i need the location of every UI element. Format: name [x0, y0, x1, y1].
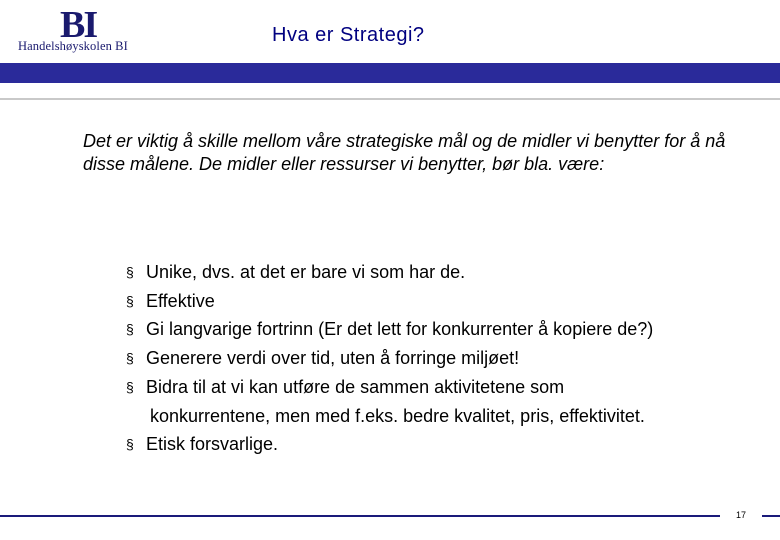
- bullet-item: [126, 315, 766, 344]
- intro-paragraph: Det er viktig å skille mellom våre strategiske mål og de midler vi benytter for å nå disse målene. De midler eller ressurser vi benytter, bør bla. være:: [83, 131, 726, 174]
- logo-wordmark: Handelshøyskolen BI: [18, 39, 128, 53]
- bullet-item: [126, 258, 766, 287]
- bullet-text: Unike, dvs. at det er bare vi som har de.: [146, 262, 466, 282]
- bullet-text: Gi langvarige fortrinn (Er det lett for konkurrenter å kopiere de?): [146, 319, 654, 340]
- bullet-symbol: §: [126, 436, 134, 453]
- bi-logo-mark: [60, 6, 120, 40]
- bullet-item: [126, 344, 766, 373]
- bullet-symbol: §: [126, 292, 134, 309]
- bullet-item: [126, 430, 766, 459]
- footer-rule-left: [0, 515, 720, 517]
- bullet-continuation: konkurrentene, men med f.eks. bedre kvalitet, pris, effektivitet.: [150, 405, 645, 426]
- bullet-item: [126, 373, 766, 430]
- bi-logo: [18, 6, 143, 54]
- footer-rule-right: [762, 515, 780, 517]
- bullet-text: Effektive: [146, 290, 215, 311]
- header-divider: [0, 98, 780, 100]
- header-band: [0, 63, 780, 83]
- bullet-item: [126, 287, 766, 316]
- slide-title: Hva er Strategi?: [272, 24, 425, 46]
- page-number: 17: [736, 510, 747, 520]
- bullet-symbol: §: [126, 378, 134, 395]
- bullet-text: Etisk forsvarlige.: [146, 434, 279, 455]
- bullet-symbol: §: [126, 350, 134, 367]
- bullet-text: Bidra til at vi kan utføre de sammen aktivitetene som: [146, 376, 565, 397]
- bullet-list: [126, 258, 766, 459]
- bullet-text: Generere verdi over tid, uten å forringe miljøet!: [146, 348, 520, 369]
- bi-logo-letters: BI: [60, 6, 97, 40]
- bullet-symbol: §: [126, 321, 134, 338]
- bullet-symbol: §: [126, 264, 134, 280]
